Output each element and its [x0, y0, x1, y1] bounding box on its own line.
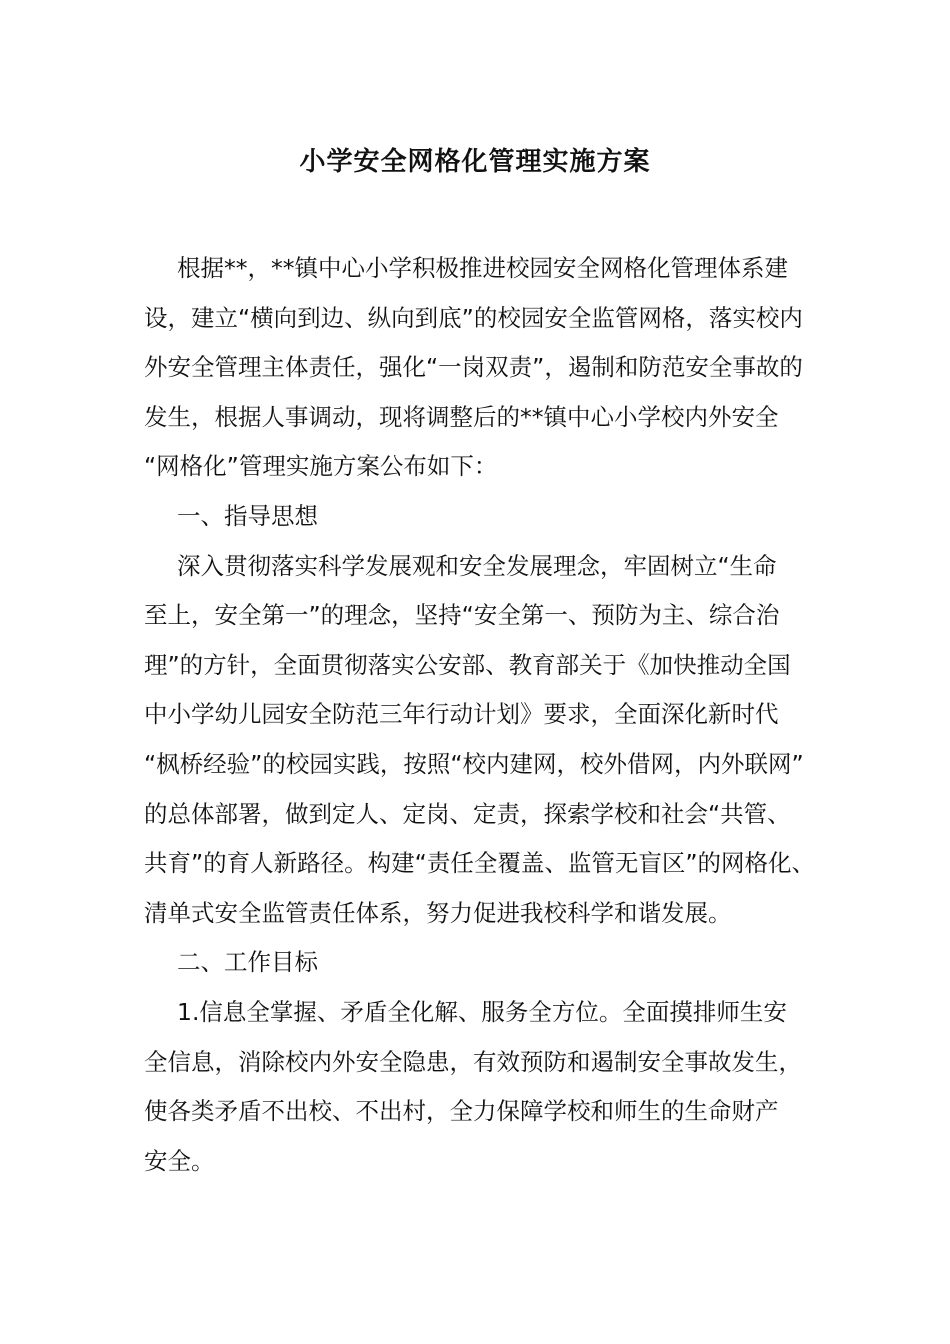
paragraph-intro-line-5: “网格化”管理实施方案公布如下： — [144, 452, 498, 481]
document-body — [144, 244, 824, 1186]
paragraph-ideology-line-2: 至上，安全第一”的理念，坚持“安全第一、预防为主、综合治 — [144, 601, 780, 630]
document-title: 小学安全网格化管理实施方案 — [299, 147, 651, 177]
paragraph-ideology-line-7: 共育”的育人新路径。构建“责任全覆盖、监管无盲区”的网格化、 — [144, 849, 816, 878]
section-heading-work-goals: 二、工作目标 — [177, 948, 318, 977]
paragraph-ideology-line-5: “枫桥经验”的校园实践，按照“校内建网，校外借网，内外联网” — [144, 749, 804, 778]
paragraph-goal-1-line-4: 安全。 — [144, 1146, 215, 1175]
section-heading-guiding-ideology: 一、指导思想 — [177, 501, 318, 530]
paragraph-intro-line-1: 根据**，**镇中心小学积极推进校园安全网格化管理体系建 — [177, 254, 788, 282]
paragraph-goal-1-line-2: 全信息，消除校内外安全隐患，有效预防和遏制安全事故发生， — [144, 1047, 802, 1076]
paragraph-intro-line-3: 外安全管理主体责任，强化“一岗双责”，遏制和防范安全事故的 — [144, 353, 803, 382]
paragraph-goal-1-line-1: 1.信息全掌握、矛盾全化解、服务全方位。全面摸排师生安 — [177, 997, 787, 1026]
paragraph-goal-1-line-3: 使各类矛盾不出校、不出村，全力保障学校和师生的生命财产 — [144, 1097, 779, 1126]
paragraph-ideology-line-4: 中小学幼儿园安全防范三年行动计划》要求，全面深化新时代 — [144, 700, 779, 729]
paragraph-ideology-line-6: 的总体部署，做到定人、定岗、定责，探索学校和社会“共管、 — [144, 799, 791, 828]
paragraph-intro-line-2: 设，建立“横向到边、纵向到底”的校园安全监管网格，落实校内 — [144, 303, 803, 332]
paragraph-ideology-line-3: 理”的方针，全面贯彻落实公安部、教育部关于《加快推动全国 — [144, 650, 791, 679]
paragraph-intro-line-4: 发生，根据人事调动，现将调整后的**镇中心小学校内外安全 — [144, 402, 779, 431]
paragraph-ideology-line-1: 深入贯彻落实科学发展观和安全发展理念，牢固树立“生命 — [177, 551, 777, 580]
paragraph-ideology-line-8: 清单式安全监管责任体系，努力促进我校科学和谐发展。 — [144, 898, 732, 927]
